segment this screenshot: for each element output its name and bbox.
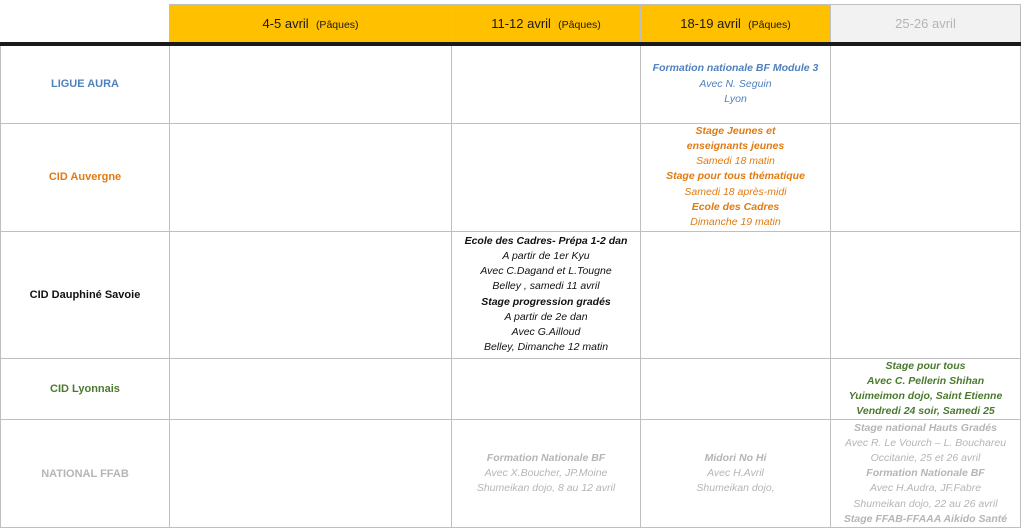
event-detail: Shumeikan dojo, 22 au 26 avril [853,497,998,510]
column-note: (Pâques) [315,19,359,31]
event-cell [641,358,831,420]
event-title: Stage progression gradés [481,295,611,308]
event-detail: Avec N. Seguin [699,77,772,90]
column-note: (Pâques) [748,19,791,31]
event-title: Stage pour tous [885,359,966,372]
event-title: Stage Jeunes et enseignants jeunes [686,124,785,152]
event-cell [452,358,641,420]
row-label: CID Dauphiné Savoie [1,231,170,358]
event-cell [831,44,1021,123]
event-cell [641,123,831,231]
event-title: Stage national Hauts Gradés [854,421,997,434]
event-title: Ecole des Cadres [691,200,780,213]
event-cell [641,420,831,528]
event-detail: Avec C.Dagand et L.Tougne [480,265,612,278]
event-cell [641,231,831,358]
event-title: Avec C. Pellerin Shihan [866,374,985,387]
event-detail: Shumeikan dojo, 8 au 12 avril [476,482,616,495]
event-detail: Avec H.Avril [707,467,764,480]
column-note: (Pâques) [558,19,601,31]
event-cell [831,123,1021,231]
event-detail: Samedi 18 après-midi [684,185,787,198]
event-title: Yuimeimon dojo, Saint Etienne [848,389,1003,402]
event-title: Ecole des Cadres- Prépa 1-2 dan [464,234,628,247]
column-header-week-4 [831,5,1021,45]
row-label: CID Lyonnais [1,358,170,420]
row-cid-auvergne [1,123,1021,231]
event-detail: Belley , samedi 11 avril [492,280,600,293]
event-detail: Avec G.Ailloud [511,325,581,338]
event-detail: A partir de 1er Kyu [502,249,590,262]
column-dates: 11-12 avril [491,16,551,31]
event-cell [170,420,452,528]
event-detail: Occitanie, 25 et 26 avril [870,452,981,464]
row-label: CID Auvergne [1,123,170,231]
header-corner [1,5,170,45]
event-title: Formation nationale BF Module 3 [652,62,819,75]
event-detail: A partir de 2e dan [504,310,588,323]
column-dates: 18-19 avril [680,16,741,31]
event-cell [831,358,1021,420]
event-detail: Lyon [724,92,747,105]
event-cell [641,44,831,123]
event-cell [452,44,641,123]
event-cell [452,123,641,231]
column-header-week-2 [452,5,641,45]
event-title: Stage FFAB-FFAAA Aikido Santé [843,512,1008,525]
header-row [1,5,1021,45]
event-cell [170,123,452,231]
row-cid-lyonnais [1,358,1021,420]
event-detail: Avec R. Le Vourch – L. Bouchareu [844,436,1007,449]
event-cell [831,231,1021,358]
event-title: Vendredi 24 soir, Samedi 25 [856,405,995,418]
column-header-week-1 [170,5,452,45]
stages-calendar-table [0,4,1021,528]
row-label: LIGUE AURA [1,44,170,123]
event-detail: Samedi 18 matin [696,155,775,168]
event-title: Stage pour tous thématique [666,170,805,183]
event-detail: Avec H.Audra, JF.Fabre [869,482,982,495]
row-label: NATIONAL FFAB [1,420,170,528]
event-cell [170,231,452,358]
row-national-ffab [1,420,1021,528]
event-cell [831,420,1021,528]
row-ligue-aura [1,44,1021,123]
column-dates: 25-26 avril [895,16,956,31]
row-cid-dauphine-savoie [1,231,1021,358]
event-title: Midori No Hi [704,452,767,464]
event-detail: Dimanche 19 matin [690,216,781,228]
event-cell [452,420,641,528]
event-detail: Shumeikan dojo, [696,482,775,495]
event-cell [170,358,452,420]
event-detail: Avec X.Boucher, JP.Moine [484,467,608,480]
column-header-week-3 [641,5,831,45]
event-cell [452,231,641,358]
event-title: Formation Nationale BF [486,452,606,464]
event-cell [170,44,452,123]
event-detail: Belley, Dimanche 12 matin [483,341,609,354]
column-dates: 4-5 avril [262,16,309,31]
event-title: Formation Nationale BF [866,467,985,480]
